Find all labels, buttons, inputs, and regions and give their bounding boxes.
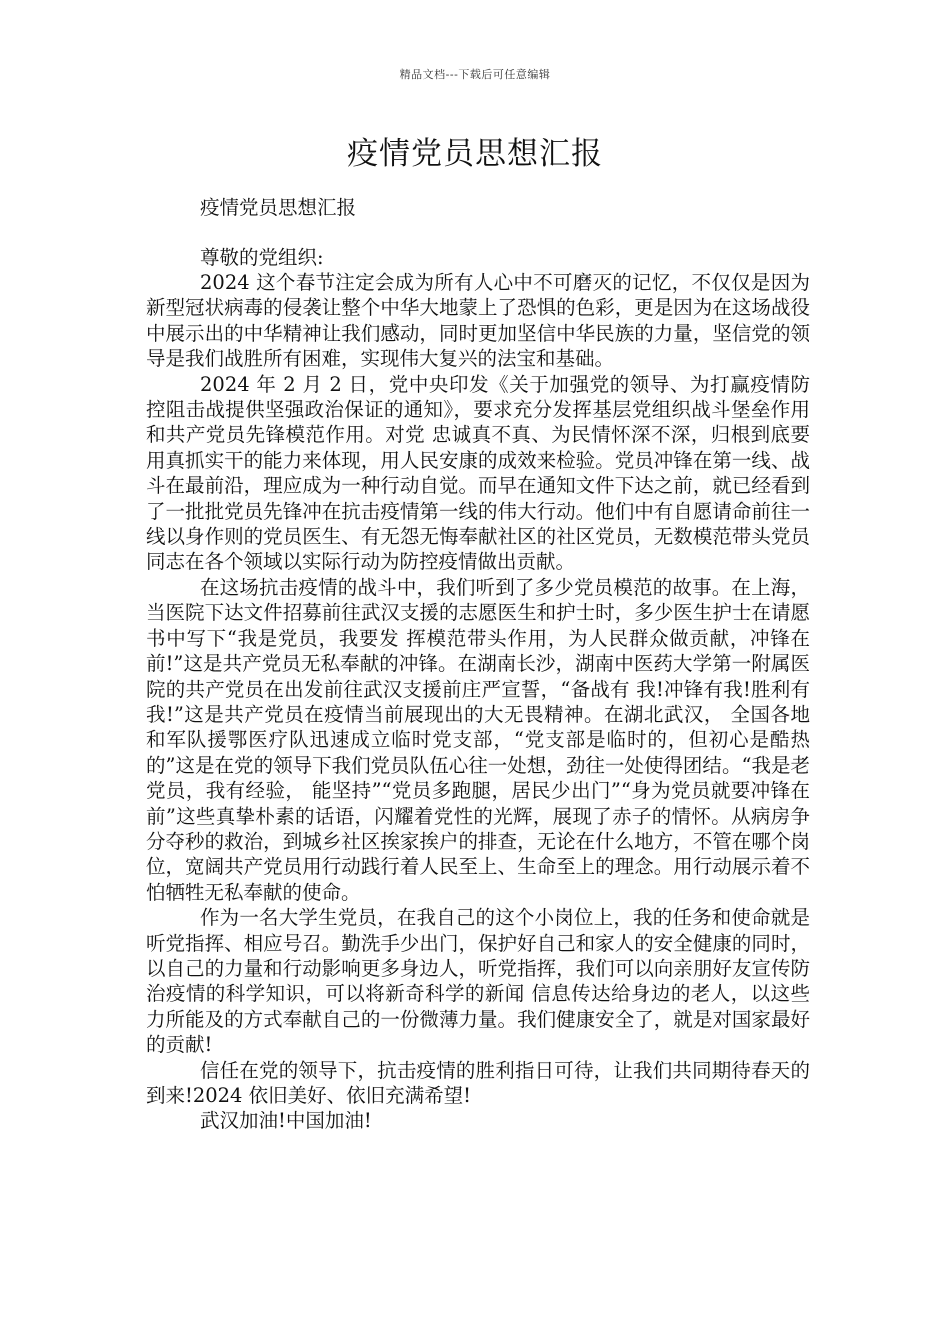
document-title: 疫情党员思想汇报 [347, 136, 603, 172]
document-body [146, 195, 810, 1134]
header-note: 精品文档---下载后可任意编辑 [399, 68, 551, 81]
paragraph-3: 在这场抗击疫情的战斗中，我们听到了多少党员模范的故事。在上海，当医院下达文件招募前往武汉支援的志愿医生和护士时，多少医生护士在请愿书中写下“我是党员，我要发 挥模范带头作用，为人民群众做贡献，冲锋在前!”这是共产党员无私奉献的冲锋。在湖南长沙，湖南中医药大学第一附属医院的共产党员在出发前往武汉支援前庄严宣誓，“备战有 我!冲锋有我!胜利有我!”这是共产党员在疫情当前展现出的大无畏精神。在湖北武汉， 全国各地和军队援鄂医疗队迅速成立临时党支部，“党支部是临时的，但初心是酷热的”这是在党的领导下我们党员队伍心往一处想，劲往一处使得团结。“我是老党员，我有经验， 能坚持”“党员多跑腿，居民少出门”“身为党员就要冲锋在前”这些真挚朴素的话语，闪耀着党性的光辉，展现了赤子的情怀。从病房争分夺秒的救治，到城乡社区挨家挨户的排查，无论在什么地方，不管在哪个岗位，宽阔共产党员用行动践行着人民至上、生命至上的理念。用行动展示着不怕牺牲无私奉献的使命。 [146, 575, 810, 904]
paragraph-5: 信任在党的领导下，抗击疫情的胜利指日可待，让我们共同期待春天的到来!2024 依旧美好、依旧充满希望! [146, 1058, 810, 1107]
paragraph-1: 2024 这个春节注定会成为所有人心中不可磨灭的记忆，不仅仅是因为新型冠状病毒的侵袭让整个中华大地蒙上了恐惧的色彩，更是因为在这场战役中展示出的中华精神让我们感动，同时更加坚信中华民族的力量，坚信党的领导是我们战胜所有困难，实现伟大复兴的法宝和基础。 [146, 271, 810, 371]
paragraph-6: 武汉加油!中国加油! [200, 1109, 372, 1133]
salutation: 尊敬的党组织: [200, 246, 324, 269]
paragraph-2: 2024 年 2 月 2 日，党中央印发《关于加强党的领导、为打赢疫情防控阻击战提供坚强政治保证的通知》，要求充分发挥基层党组织战斗堡垒作用和共产党员先锋模范作用。对党 忠诚真不真、为民情怀深不深，归根到底要用真抓实干的能力来体现，用人民安康的成效来检验。党员冲锋在第一线、战斗在最前沿，理应成为一种行动自觉。而早在通知文件下达之前，就已经看到了一批批党员先锋冲在抗击疫情第一线的伟大行动。他们中有自愿请命前往一线以身作则的党员医生、有无怨无悔奉献社区的社区党员，无数模范带头党员同志在各个领域以实际行动为防控疫情做出贡献。 [146, 372, 810, 574]
document-subtitle: 疫情党员思想汇报 [200, 196, 357, 219]
paragraph-4: 作为一名大学生党员，在我自己的这个小岗位上，我的任务和使命就是听党指挥、相应号召。勤洗手少出门，保护好自己和家人的安全健康的同时，以自己的力量和行动影响更多身边人，听党指挥，我们可以向亲朋好友宣传防治疫情的科学知识，可以将新奇科学的新闻 信息传达给身边的老人，以这些力所能及的方式奉献自己的一份微薄力量。我们健康安全了，就是对国家最好的贡献! [146, 906, 810, 1057]
